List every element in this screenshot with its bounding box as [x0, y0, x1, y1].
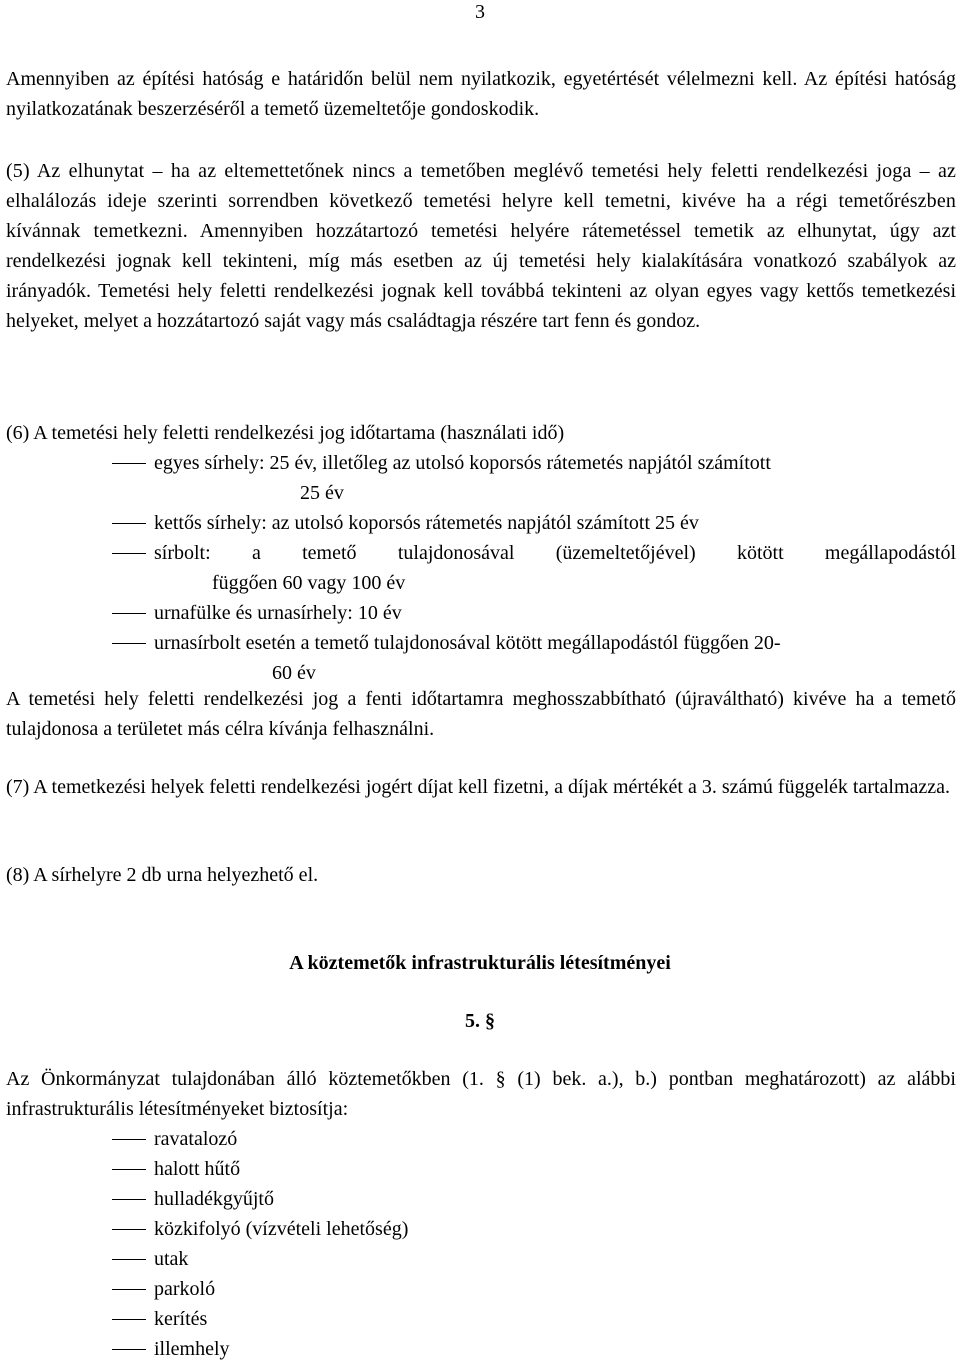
- list-item-label: utak: [154, 1248, 189, 1270]
- list-item-line2: 60 év: [272, 662, 316, 684]
- dash-marker: [112, 613, 146, 614]
- dash-marker: [112, 1139, 146, 1140]
- list-item-line2: 25 év: [300, 482, 344, 504]
- dash-marker: [112, 553, 146, 554]
- dash-marker: [112, 1229, 146, 1230]
- list-item-label: parkoló: [154, 1278, 216, 1300]
- list-item-label: halott hűtő: [154, 1158, 241, 1180]
- list-item-line1: sírbolt: a temető tulajdonosával (üzemeltetőjével) kötött megállapodástól: [154, 542, 956, 564]
- list-item: [0, 1214, 956, 1244]
- list-item: [0, 628, 956, 688]
- dash-marker: [112, 1319, 146, 1320]
- dash-marker: [112, 463, 146, 464]
- section-title: A köztemetők infrastrukturális létesítményei: [289, 952, 671, 974]
- list-item: [0, 538, 956, 598]
- list-item: [0, 508, 956, 538]
- list-item-label: hulladékgyűjtő: [154, 1188, 274, 1210]
- dash-marker: [112, 643, 146, 644]
- list-item-line1: egyes sírhely: 25 év, illetőleg az utolsó koporsós rátemetés napjától számított: [154, 452, 771, 474]
- page-number: 3: [475, 1, 485, 23]
- paragraph-5-part2: Amennyiben hozzátartozó temetési helyére rátemetéssel temetik az elhunytat, úgy azt rendelkezési jognak kell tekinteni, míg más esetben az új temetési hely kialakítására vonatkozó szabályok az irányadók. Temetési hely feletti rendelkezési jognak kell továbbá tekinteni az olyan egyes vagy kettős temetkezési helyeket, melyet a hozzátartozó saját vagy más családtagja részére tart fenn és gondoz.: [6, 220, 956, 332]
- paragraph-intro: Amennyiben az építési hatóság e határidőn belül nem nyilatkozik, egyetértését vélelmezni kell. Az építési hatóság nyilatkozatának beszerzéséről a temető üzemeltetője gondoskodik.: [6, 68, 956, 120]
- list-item-label: kerítés: [154, 1308, 208, 1330]
- list-item-line2: függően 60 vagy 100 év: [212, 572, 406, 594]
- paragraph-6-intro: (6) A temetési hely feletti rendelkezési jog időtartama (használati idő): [6, 422, 565, 444]
- paragraph-7: (7) A temetkezési helyek feletti rendelkezési jogért díjat kell fizetni, a díjak mértékét a 3. számú függelék tartalmazza.: [6, 776, 951, 798]
- dash-marker: [112, 1169, 146, 1170]
- list-item: [0, 448, 956, 508]
- list-item: [0, 1124, 956, 1154]
- dash-marker: [112, 1289, 146, 1290]
- duration-list: [0, 448, 960, 688]
- list-item: [0, 598, 956, 628]
- list-item-line1: urnafülke és urnasírhely: 10 év: [154, 602, 402, 624]
- list-item: [0, 1304, 956, 1334]
- list-item-label: közkifolyó (vízvételi lehetőség): [154, 1218, 409, 1240]
- paragraph-5: [6, 156, 956, 336]
- dash-marker: [112, 1259, 146, 1260]
- list-item: [0, 1154, 956, 1184]
- list-item: [0, 1334, 956, 1364]
- paragraph-5-part1: (5) Az elhunytat – ha az eltemettetőnek nincs a temetőben meglévő temetési hely feletti rendelkezési joga – az elhalálozás ideje szerinti sorrendben következő temetési helyre kell temetni, kivéve ha a régi temetőrészben kívánnak temetkezni.: [6, 160, 956, 242]
- dash-marker: [112, 1199, 146, 1200]
- dash-marker: [112, 1349, 146, 1350]
- dash-marker: [112, 523, 146, 524]
- list-item: [0, 1184, 956, 1214]
- section-number: 5. §: [465, 1010, 495, 1032]
- paragraph-infrastructure: Az Önkormányzat tulajdonában álló köztemetőkben (1. § (1) bek. a.), b.) pontban meghatározott) az alábbi infrastrukturális létesítményeket biztosítja:: [6, 1068, 956, 1120]
- list-item-label: ravatalozó: [154, 1128, 238, 1150]
- list-item-line1: urnasírbolt esetén a temető tulajdonosával kötött megállapodástól függően 20-: [154, 632, 781, 654]
- list-item: [0, 1244, 956, 1274]
- list-item: [0, 1274, 956, 1304]
- infrastructure-list: [0, 1124, 960, 1364]
- paragraph-6-closing: A temetési hely feletti rendelkezési jog a fenti időtartamra meghosszabbítható (újraváltható) kivéve ha a temető tulajdonosa a területet más célra kívánja felhasználni.: [6, 688, 956, 740]
- list-item-label: illemhely: [154, 1338, 230, 1360]
- paragraph-8: (8) A sírhelyre 2 db urna helyezhető el.: [6, 864, 319, 886]
- list-item-line1: kettős sírhely: az utolsó koporsós rátemetés napjától számított 25 év: [154, 512, 699, 534]
